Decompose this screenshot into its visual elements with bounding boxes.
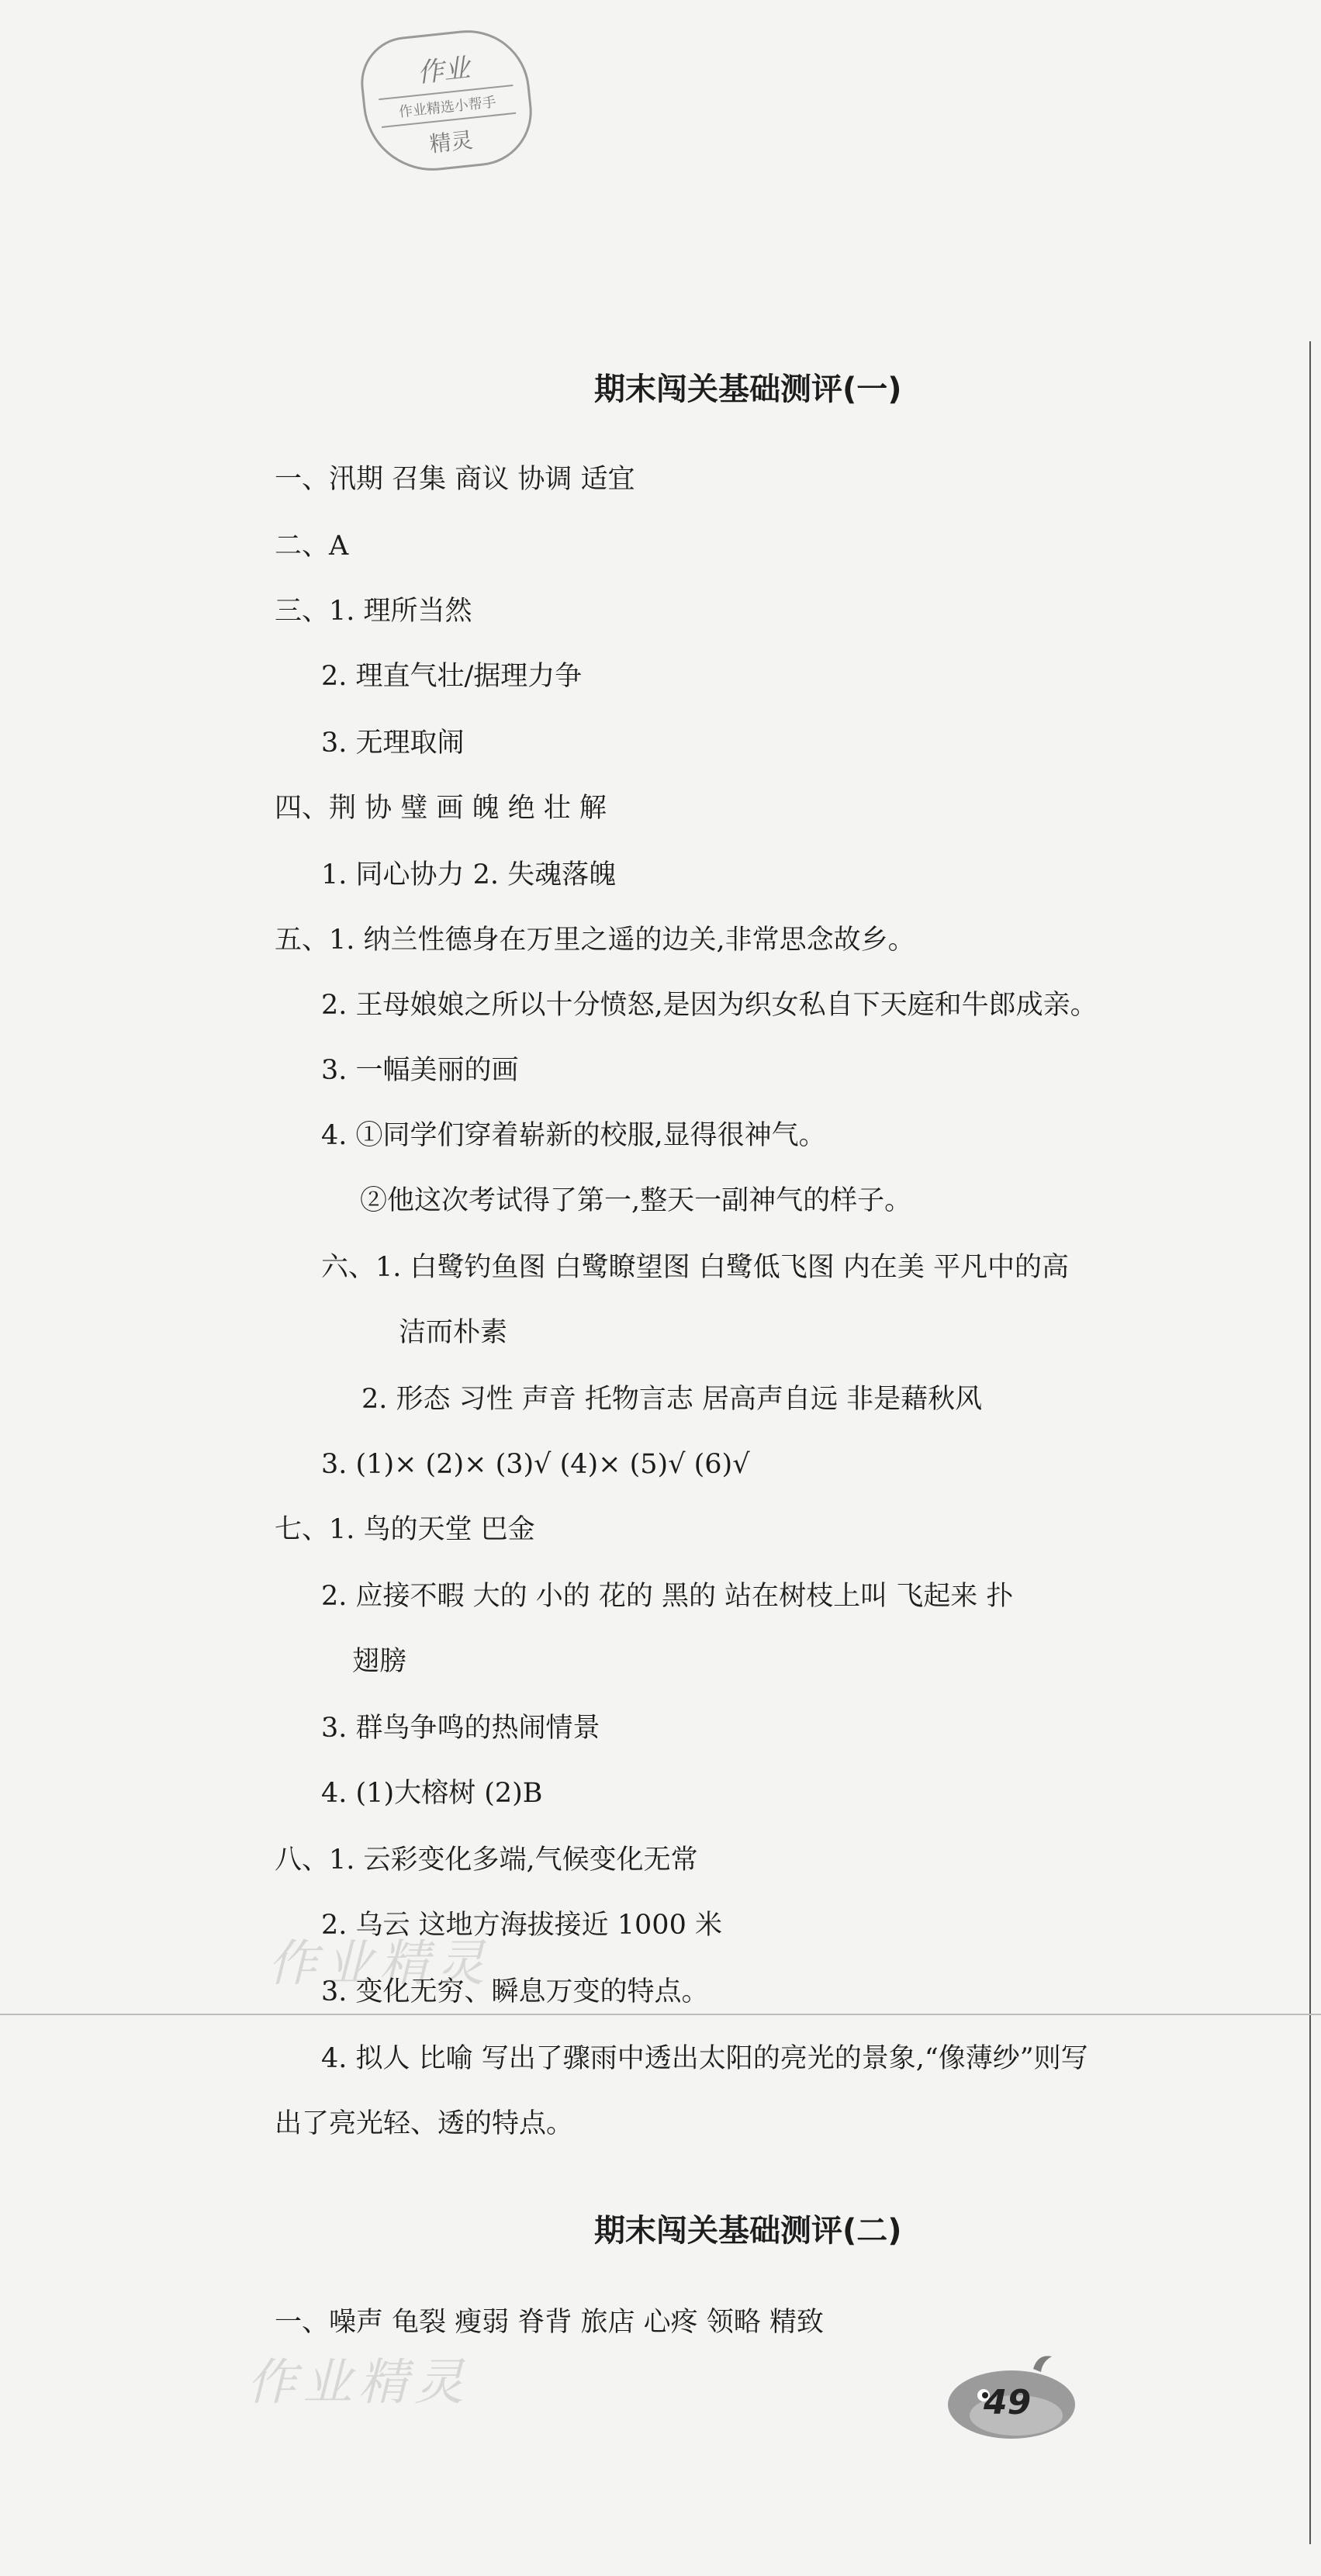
- stamp-text-3: 精灵: [428, 126, 475, 157]
- answer-line: 七、1. 鸟的天堂 巴金: [275, 1514, 535, 1545]
- section-title: 期末闯关基础测评(一): [594, 372, 902, 407]
- answer-line: 五、1. 纳兰性德身在万里之遥的边关,非常思念故乡。: [275, 925, 915, 956]
- section-title: 期末闯关基础测评(二): [594, 2213, 902, 2249]
- answer-line: 3. 变化无穷、瞬息万变的特点。: [321, 1976, 709, 2007]
- right-margin-rule: [1309, 341, 1311, 2544]
- answer-line: 3. 一幅美丽的画: [321, 1055, 519, 1086]
- watermark: 作业精灵: [247, 2354, 470, 2412]
- answer-line: 翅膀: [352, 1646, 407, 1677]
- answer-line: 4. 拟人 比喻 写出了骤雨中透出太阳的亮光的景象,“像薄纱”则写: [321, 2043, 1088, 2074]
- answer-line: 2. 理直气壮/据理力争: [321, 661, 583, 692]
- answer-line: 三、1. 理所当然: [275, 596, 472, 627]
- answer-line: 4. (1)大榕树 (2)B: [321, 1778, 543, 1809]
- answer-line: 2. 乌云 这地方海拔接近 1000 米: [321, 1910, 722, 1941]
- stamp-text-2: 作业精选小帮手: [379, 85, 516, 128]
- answer-line: 四、荆 协 璧 画 魄 绝 壮 解: [275, 793, 607, 824]
- answer-line: 二、A: [275, 531, 349, 562]
- watermark: 作业精灵: [268, 1935, 491, 1993]
- answer-line: 3. 群鸟争鸣的热闹情景: [321, 1713, 600, 1744]
- answer-line: 出了亮光轻、透的特点。: [275, 2108, 574, 2139]
- answer-line: 3. 无理取闹: [321, 728, 465, 759]
- page-number: 49: [984, 2383, 1032, 2422]
- page-fold-line: [0, 2014, 1321, 2015]
- answer-line: 2. 应接不暇 大的 小的 花的 黑的 站在树枝上叫 飞起来 扑: [321, 1581, 1014, 1612]
- answer-line: 3. (1)× (2)× (3)√ (4)× (5)√ (6)√: [321, 1449, 750, 1480]
- stamp-text-1: 作业: [416, 52, 472, 89]
- answer-line: 洁而朴素: [399, 1317, 508, 1348]
- publisher-stamp-logo: [356, 24, 537, 178]
- answer-line: 六、1. 白鹭钓鱼图 白鹭瞭望图 白鹭低飞图 内在美 平凡中的高: [321, 1252, 1070, 1283]
- answer-line: 2. 王母娘娘之所以十分愤怒,是因为织女私自下天庭和牛郎成亲。: [321, 990, 1098, 1021]
- answer-line: ②他这次考试得了第一,整天一副神气的样子。: [360, 1185, 912, 1216]
- answer-line: 2. 形态 习性 声音 托物言志 居高声自远 非是藉秋风: [361, 1384, 983, 1415]
- answer-line: 1. 同心协力 2. 失魂落魄: [321, 859, 617, 890]
- answer-line: 4. ①同学们穿着崭新的校服,显得很神气。: [321, 1120, 826, 1151]
- answer-line: 八、1. 云彩变化多端,气候变化无常: [275, 1845, 698, 1876]
- answer-line: 一、汛期 召集 商议 协调 适宜: [275, 464, 635, 495]
- answer-line: 一、噪声 龟裂 瘦弱 脊背 旅店 心疼 领略 精致: [275, 2307, 824, 2338]
